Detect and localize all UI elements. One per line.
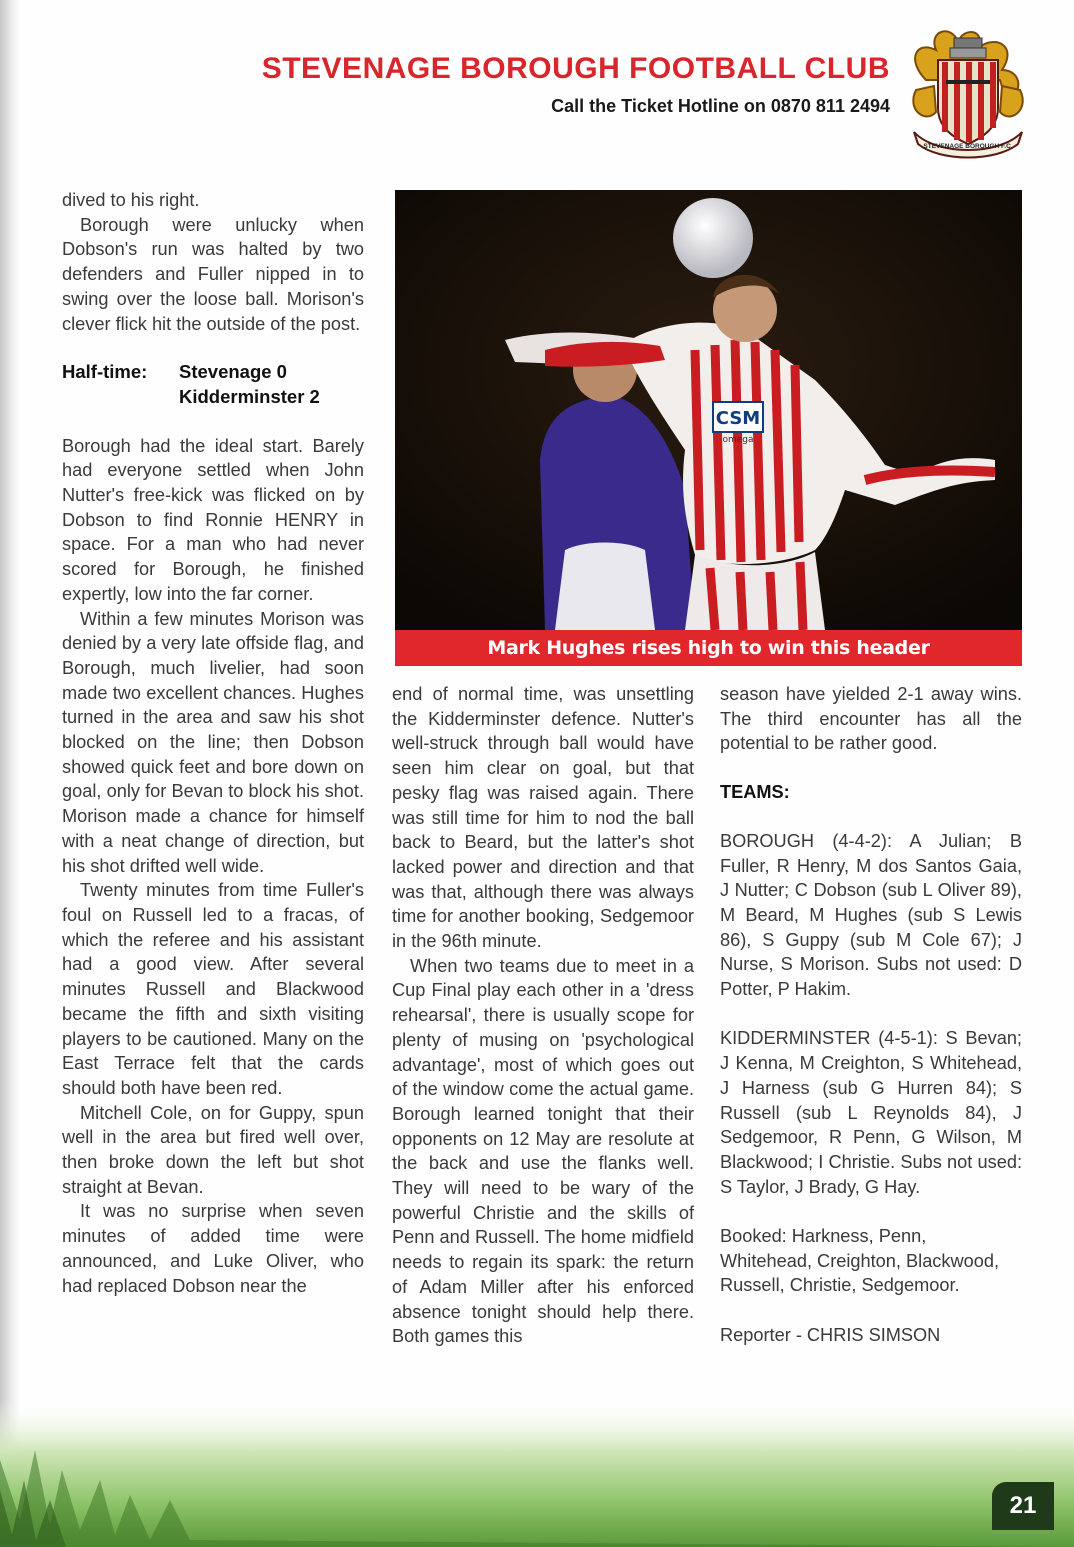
- article-paragraph: When two teams due to meet in a Cup Final play each other in a 'dress rehearsal', there is usually scope for plenty of musing on 'psychological advantage', most of which goes out of the window come the actual game. Borough learned tonight that their opponents on 12 May are resolute at the back and use the flanks well. They will need to be wary of the powerful Christie and the skills of Penn and Russell. The home midfield needs to regain its spark: the return of Adam Miller after his enforced absence tonight should help there. Both games this: [392, 955, 694, 1347]
- page-binding-shadow: [0, 0, 20, 1547]
- article-paragraph: Twenty minutes from time Fuller's foul on Russell led to a fracas, of which the referee and his assistant had a good view. After several minutes Russell and Blackwood became the fifth and sixth visiting players to be cautioned. Many on the East Terrace felt that the cards should both have been red.: [62, 880, 364, 1098]
- halftime-label: Half-time:: [62, 361, 148, 383]
- article-column-3: [720, 682, 1022, 1348]
- teams-heading: TEAMS:: [720, 782, 790, 803]
- article-paragraph: It was no surprise when seven minutes of added time were announced, and Luke Oliver, who had replaced Dobson near the: [62, 1201, 364, 1296]
- bookings: Booked: Harkness, Penn, Whitehead, Creighton, Blackwood, Russell, Christie, Sedgemoor.: [720, 1226, 1000, 1296]
- match-photo: [395, 190, 1022, 666]
- article-paragraph: end of normal time, was unsettling the Kidderminster defence. Nutter's well-struck through ball would have seen him clear on goal, but that pesky flag was raised again. There was still time for him to nod the ball back to Beard, but the latter's shot lacked power and direction and that was that, although there was always time for another booking, Sedgemoor in the 96th minute.: [392, 684, 694, 952]
- photo-caption: Mark Hughes rises high to win this header: [395, 630, 1022, 666]
- shirt-sponsor-logo: CSM: [715, 408, 761, 429]
- article-column-1: [62, 188, 364, 1298]
- article-paragraph: season have yielded 2-1 away wins. The third encounter has all the potential to be rather good.: [720, 684, 1022, 754]
- football: [673, 198, 753, 278]
- shirt-sponsor-subtext: omega: [722, 435, 754, 445]
- club-crest-logo: [906, 20, 1030, 160]
- reporter-credit: Reporter - CHRIS SIMSON: [720, 1324, 941, 1345]
- article-paragraph: dived to his right.: [62, 190, 200, 210]
- page-number-badge: 21: [992, 1482, 1054, 1530]
- grass-footer-decoration: [0, 1400, 1074, 1547]
- match-photo-illustration: [395, 190, 1022, 630]
- article-paragraph: Mitchell Cole, on for Guppy, spun well in the area but fired well over, then broke down the left but shot straight at Bevan.: [62, 1102, 364, 1197]
- svg-text:STEVENAGE BOROUGH F.C.: STEVENAGE BOROUGH F.C.: [923, 143, 1013, 150]
- article-paragraph: Borough had the ideal start. Barely had everyone settled when John Nutter's free-kick was flicked on by Dobson to find Ronnie HENRY in space. For a man who had never scored for Borough, he finished expertly, low into the far corner.: [62, 435, 364, 604]
- halftime-home-score: Stevenage 0: [179, 361, 287, 383]
- article-paragraph: Within a few minutes Morison was denied by a very late offside flag, and Borough, much livelier, had soon made two excellent chances. Hughes turned in the area and saw his shot blocked on the line; then Dobson showed quick feet and bore down on goal, only for Bevan to block his shot. Morison made a chance for himself with a neat change of direction, but his shot drifted well wide.: [62, 608, 364, 876]
- halftime-away-score: Kidderminster 2: [179, 385, 320, 407]
- halftime-score: [62, 360, 364, 409]
- ticket-hotline: Call the Ticket Hotline on 0870 811 2494: [551, 96, 890, 116]
- club-title: STEVENAGE BOROUGH FOOTBALL CLUB: [261, 52, 890, 85]
- article-column-2: [392, 682, 694, 1349]
- borough-lineup: BOROUGH (4-4-2): A Julian; B Fuller, R Henry, M dos Santos Gaia, J Nutter; C Dobson (sub L Oliver 89), M Beard, M Hughes (sub S Lewis 86), S Guppy (sub M Cole 67); J Nurse, S Morison. Subs not used: D Potter, P Hakim.: [720, 830, 1022, 1000]
- article-paragraph: Borough were unlucky when Dobson's run was halted by two defenders and Fuller nipped in to swing over the loose ball. Morison's clever flick hit the outside of the post.: [62, 214, 364, 334]
- kidderminster-lineup: KIDDERMINSTER (4-5-1): S Bevan; J Kenna, M Creighton, S Whitehead, J Harness (sub G Hurren 84); S Russell (sub L Reynolds 84), J Sedgemoor, R Penn, G Wilson, M Blackwood; I Christie. Subs not used: S Taylor, J Brady, G Hay.: [720, 1028, 1022, 1197]
